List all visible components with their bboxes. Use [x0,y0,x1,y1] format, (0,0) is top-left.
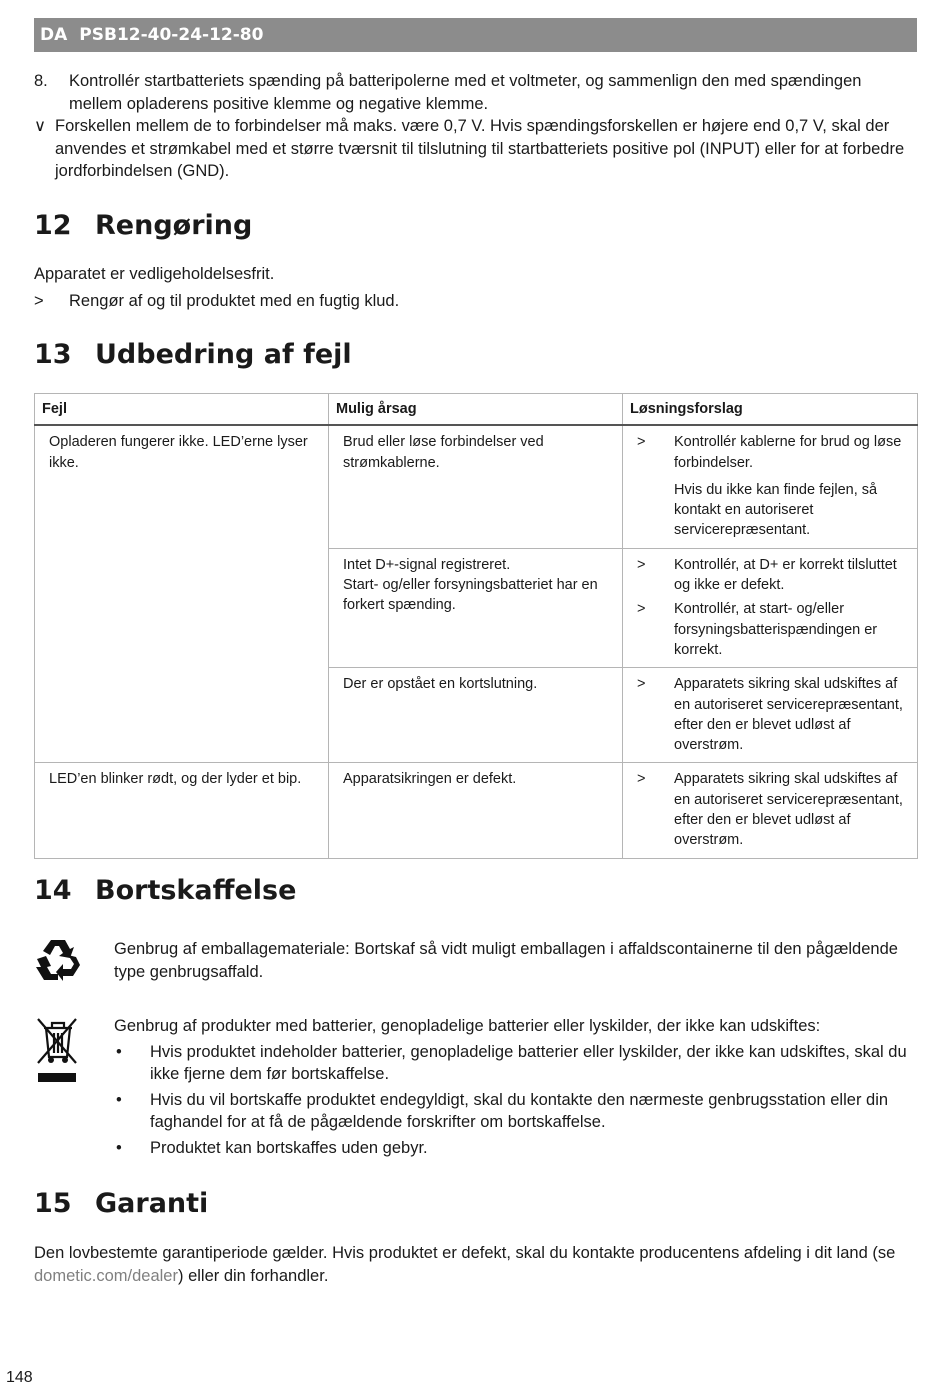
model-number: PSB12-40-24-12-80 [79,25,264,45]
action-text: Rengør af og til produktet med en fugtig klud. [69,291,400,310]
solution-text: Kontrollér kablerne for brud og løse forbindelser. [674,434,902,471]
intro-steps [34,70,917,183]
result-text: Forskellen mellem de to forbindelser må maks. være 0,7 V. Hvis spændingsforskellen er højere end 0,7 V, skal der anvendes et strømkabel med et større tværsnit til tilslutning til startbatteriets positive pol (INPUT) eller for at forbedre jordforbindelsen (GND). [55,117,905,180]
section-title: Bortskaffelse [95,875,297,906]
cause-cell: Apparatsikringen er defekt. [329,763,623,858]
column-header: Fejl [35,394,329,426]
solution-text: Kontrollér, at start- og/eller forsyningsbatterispændingen er korrekt. [674,601,878,658]
section-13-heading [34,338,352,372]
section-number: 13 [34,339,72,370]
dealer-link[interactable]: dometic.com/dealer [34,1266,178,1285]
section-14-heading [34,874,296,908]
cause-cell: Brud eller løse forbindelser ved strømkablerne. [329,425,623,548]
product-disposal [114,1015,914,1159]
column-header: Løsningsforslag [623,394,918,426]
warranty-text-start: Den lovbestemte garantiperiode gælder. Hvis produktet er defekt, skal du kontakte producentens afdeling i dit land (se [34,1244,896,1262]
recycle-icon [34,938,82,982]
section-12-heading [34,209,252,243]
fault-cell: Opladeren fungerer ikke. LED’erne lyser ikke. [35,425,329,763]
section-number: 15 [34,1188,72,1219]
crossed-out-bin-icon [36,1017,78,1085]
section-15-heading [34,1187,208,1221]
solution-item [637,432,903,473]
solution-cell [623,668,918,763]
table-row [35,763,918,858]
table-header-row [35,394,918,426]
bullet-marker: • [116,1042,122,1061]
solution-cell [623,763,918,858]
solution-text: Apparatets sikring skal udskiftes af en autoriseret servicerepræsentant, efter den er blevet udløst af overstrøm. [674,771,903,849]
solution-text: Kontrollér, at D+ er korrekt tilsluttet og ikke er defekt. [674,556,897,594]
result-check-icon: ∨ [34,117,47,135]
cleaning-action [34,290,917,313]
bullet-marker: • [116,1090,122,1109]
warranty-text [34,1242,917,1287]
solution-item [637,674,903,755]
action-marker: > [637,556,646,573]
list-item-text: Hvis du vil bortskaffe produktet endegyldigt, skal du kontakte den nærmeste genbrugsstation eller din faghandel for at få de pågældende forskrifter om bortskaffelse. [150,1090,889,1131]
step-number: 8. [34,72,48,90]
step-text: Kontrollér startbatteriets spænding på batteripolerne med et voltmeter, og sammenlign den med spændingen mellem opladerens positive klemme og negative klemme. [69,72,862,113]
warranty-text-end: ) eller din forhandler. [177,1266,329,1285]
product-disposal-intro: Genbrug af produkter med batterier, genopladelige batterier eller lyskilder, der ikke kan udskiftes: [114,1017,821,1035]
list-item [114,1089,914,1134]
section-number: 12 [34,210,72,241]
cause-cell: Der er opstået en kortslutning. [329,668,623,763]
maintenance-text: Apparatet er vedligeholdelsesfrit. [34,265,275,283]
list-item [114,1041,914,1086]
action-marker: > [34,291,44,310]
action-marker: > [637,434,646,451]
fault-cell: LED’en blinker rødt, og der lyder et bip. [35,763,329,858]
section-12-body [34,263,917,312]
action-marker: > [637,676,646,693]
troubleshooting-table [34,393,918,859]
section-number: 14 [34,875,72,906]
list-item-text: Produktet kan bortskaffes uden gebyr. [150,1138,428,1157]
step-result [34,115,917,183]
packaging-disposal-text: Genbrug af emballagemateriale: Bortskaf så vidt muligt emballagen i affaldscontainerne til den pågældende type genbrugsaffald. [114,940,898,981]
table-row [35,425,918,548]
list-item [114,1137,914,1160]
step-8 [34,70,917,115]
column-header: Mulig årsag [329,394,623,426]
section-title: Garanti [95,1188,209,1219]
solution-cell [623,425,918,548]
solution-text: Apparatets sikring skal udskiftes af en autoriseret servicerepræsentant, efter den er blevet udløst af overstrøm. [674,676,903,754]
page-number: 148 [6,1369,33,1386]
cause-cell: Intet D+-signal registreret. Start- og/eller forsyningsbatteriet har en forkert spænding. [329,548,623,667]
solution-item [637,555,903,596]
solution-item [637,599,903,660]
solution-note: Hvis du ikke kan finde fejlen, så kontakt en autoriseret servicerepræsentant. [674,481,878,539]
action-marker: > [637,601,646,618]
language-code: DA [40,25,68,45]
section-title: Udbedring af fejl [95,339,352,370]
action-marker: > [637,771,646,788]
section-title: Rengøring [95,210,253,241]
list-item-text: Hvis produktet indeholder batterier, genopladelige batterier eller lyskilder, der ikke kan udskiftes, skal du ikke fjerne dem før bortskaffelse. [150,1042,907,1083]
page-header [34,18,917,52]
solution-cell [623,548,918,667]
solution-item [637,769,903,850]
bullet-marker: • [116,1138,122,1157]
